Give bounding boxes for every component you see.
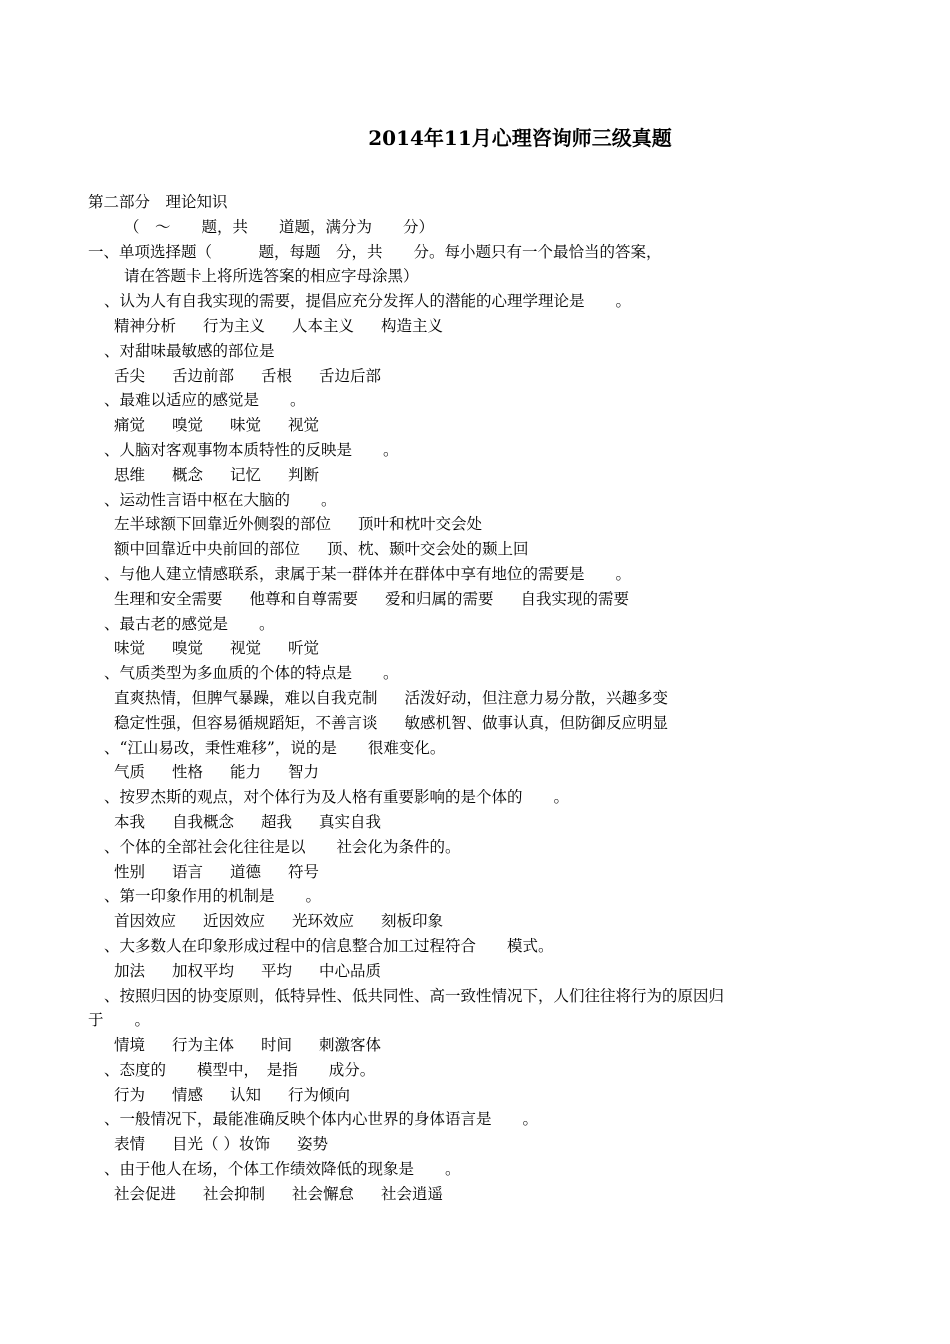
option: 人本主义	[292, 316, 355, 335]
question-stem: 、第一印象作用的机制是 。	[104, 887, 322, 906]
question-stem: 、按照归因的协变原则，低特异性、低共同性、高一致性情况下，人们往往将行为的原因归	[104, 986, 725, 1005]
options-row	[88, 1033, 818, 1058]
option: 性别	[114, 862, 146, 881]
option: 直爽热情，但脾气暴躁，难以自我克制	[114, 688, 378, 707]
options-row	[88, 537, 818, 562]
option: 情境	[114, 1036, 146, 1055]
options-row	[88, 1182, 818, 1207]
option: 行为主义	[203, 316, 266, 335]
option: 智力	[288, 763, 320, 782]
options-row	[88, 959, 818, 984]
part-heading-continued: 请在答题卡上将所选答案的相应字母涂黑）	[124, 267, 419, 286]
option: 活泼好动，但注意力易分散，兴趣多变	[404, 688, 669, 707]
question-stem: 、由于他人在场，个体工作绩效降低的现象是 。	[104, 1160, 461, 1179]
option: 超我	[261, 812, 293, 831]
option: 概念	[172, 465, 204, 484]
option: 认知	[230, 1085, 262, 1104]
option: 平均	[261, 961, 293, 980]
option: 视觉	[288, 416, 320, 435]
part-heading: 一、单项选择题（ 题，每题 分，共 分。每小题只有一个最恰当的答案，	[88, 242, 662, 261]
option: 气质	[114, 763, 146, 782]
question-stem: 、与他人建立情感联系，隶属于某一群体并在群体中享有地位的需要是 。	[104, 564, 632, 583]
option: 额中回靠近中央前回的部位	[114, 540, 301, 559]
options-row	[88, 636, 818, 661]
question-stem: 、气质类型为多血质的个体的特点是 。	[104, 664, 399, 683]
option: 表情	[114, 1135, 146, 1154]
option: 符号	[288, 862, 320, 881]
option: 味觉	[230, 416, 262, 435]
question-stem: 、最难以适应的感觉是 。	[104, 391, 306, 410]
option: 精神分析	[114, 316, 177, 335]
option: 语言	[172, 862, 204, 881]
question-stem: 、按罗杰斯的观点，对个体行为及人格有重要影响的是个体的 。	[104, 788, 570, 807]
option: 味觉	[114, 639, 146, 658]
question-stem: 、“江山易改，秉性难移”，说的是 很难变化。	[104, 738, 446, 757]
option: 刺激客体	[319, 1036, 382, 1055]
option: 自我概念	[172, 812, 235, 831]
options-row	[88, 512, 818, 537]
options-row	[88, 1083, 818, 1108]
option: 中心品质	[319, 961, 382, 980]
option: 时间	[261, 1036, 293, 1055]
option: 光环效应	[292, 912, 355, 931]
option: 加权平均	[172, 961, 235, 980]
option: 顶叶和枕叶交会处	[358, 515, 483, 534]
option: 姿势	[296, 1135, 328, 1154]
option: 他尊和自尊需要	[249, 589, 359, 608]
option: 行为	[114, 1085, 146, 1104]
option: 真实自我	[319, 812, 382, 831]
option: 行为倾向	[288, 1085, 351, 1104]
option: 记忆	[230, 465, 262, 484]
question-stem: 、认为人有自我实现的需要，提倡应充分发挥人的潜能的心理学理论是 。	[104, 292, 632, 311]
options-row	[88, 1132, 818, 1157]
option: 思维	[114, 465, 146, 484]
question-stem: 、个体的全部社会化往往是以 社会化为条件的。	[104, 837, 461, 856]
options-row	[88, 810, 818, 835]
options-row	[88, 686, 818, 711]
option: 听觉	[288, 639, 320, 658]
question-stem-continued: 于 。	[88, 1011, 151, 1030]
option: 道德	[230, 862, 262, 881]
option: 刻板印象	[381, 912, 444, 931]
options-row	[88, 364, 818, 389]
option: 嗅觉	[172, 639, 204, 658]
options-row	[88, 760, 818, 785]
options-row	[88, 413, 818, 438]
options-row	[88, 860, 818, 885]
option: 加法	[114, 961, 146, 980]
option: 判断	[288, 465, 320, 484]
option: 近因效应	[203, 912, 266, 931]
option: 行为主体	[172, 1036, 235, 1055]
question-stem: 、最古老的感觉是 。	[104, 614, 275, 633]
options-row	[88, 909, 818, 934]
section-heading: 第二部分 理论知识	[88, 193, 228, 211]
options-row	[88, 587, 818, 612]
option: 性格	[172, 763, 204, 782]
option: 稳定性强，但容易循规蹈矩，不善言谈	[114, 713, 378, 732]
section-note: （ ～ 题，共 道题，满分为 分）	[124, 217, 435, 236]
option: 爱和归属的需要	[385, 589, 494, 608]
question-stem: 、一般情况下，最能准确反映个体内心世界的身体语言是 。	[104, 1110, 539, 1129]
option: 顶、枕、颞叶交会处的颞上回	[327, 540, 529, 559]
question-stem: 、大多数人在印象形成过程中的信息整合加工过程符合 模式。	[104, 936, 554, 955]
option: 左半球额下回靠近外侧裂的部位	[114, 515, 332, 534]
options-row	[88, 711, 818, 736]
question-stem: 、态度的 模型中， 是指 成分。	[104, 1060, 376, 1079]
option: 社会促进	[114, 1184, 177, 1203]
option: 舌尖	[114, 366, 146, 385]
question-stem: 、人脑对客观事物本质特性的反映是 。	[104, 440, 399, 459]
option: 构造主义	[381, 316, 444, 335]
option: 情感	[172, 1085, 204, 1104]
option: 视觉	[230, 639, 262, 658]
option: 痛觉	[114, 416, 146, 435]
option: 能力	[230, 763, 262, 782]
option: 社会懈怠	[292, 1184, 355, 1203]
option: 嗅觉	[172, 416, 204, 435]
option: 目光（ ）妆饰	[172, 1135, 270, 1154]
option: 首因效应	[114, 912, 177, 931]
option: 社会逍遥	[381, 1184, 444, 1203]
option: 生理和安全需要	[114, 589, 223, 608]
option: 舌根	[261, 366, 293, 385]
document-body	[88, 190, 818, 1207]
option: 舌边前部	[172, 366, 235, 385]
question-stem: 、对甜味最敏感的部位是	[104, 341, 275, 360]
page-title: 2014年11月心理咨询师三级真题	[368, 126, 672, 150]
option: 敏感机智、做事认真，但防御反应明显	[404, 713, 669, 732]
option: 舌边后部	[319, 366, 382, 385]
option: 本我	[114, 812, 146, 831]
option: 社会抑制	[203, 1184, 266, 1203]
options-row	[88, 314, 818, 339]
question-stem: 、运动性言语中枢在大脑的 。	[104, 490, 337, 509]
option: 自我实现的需要	[520, 589, 630, 608]
options-row	[88, 463, 818, 488]
